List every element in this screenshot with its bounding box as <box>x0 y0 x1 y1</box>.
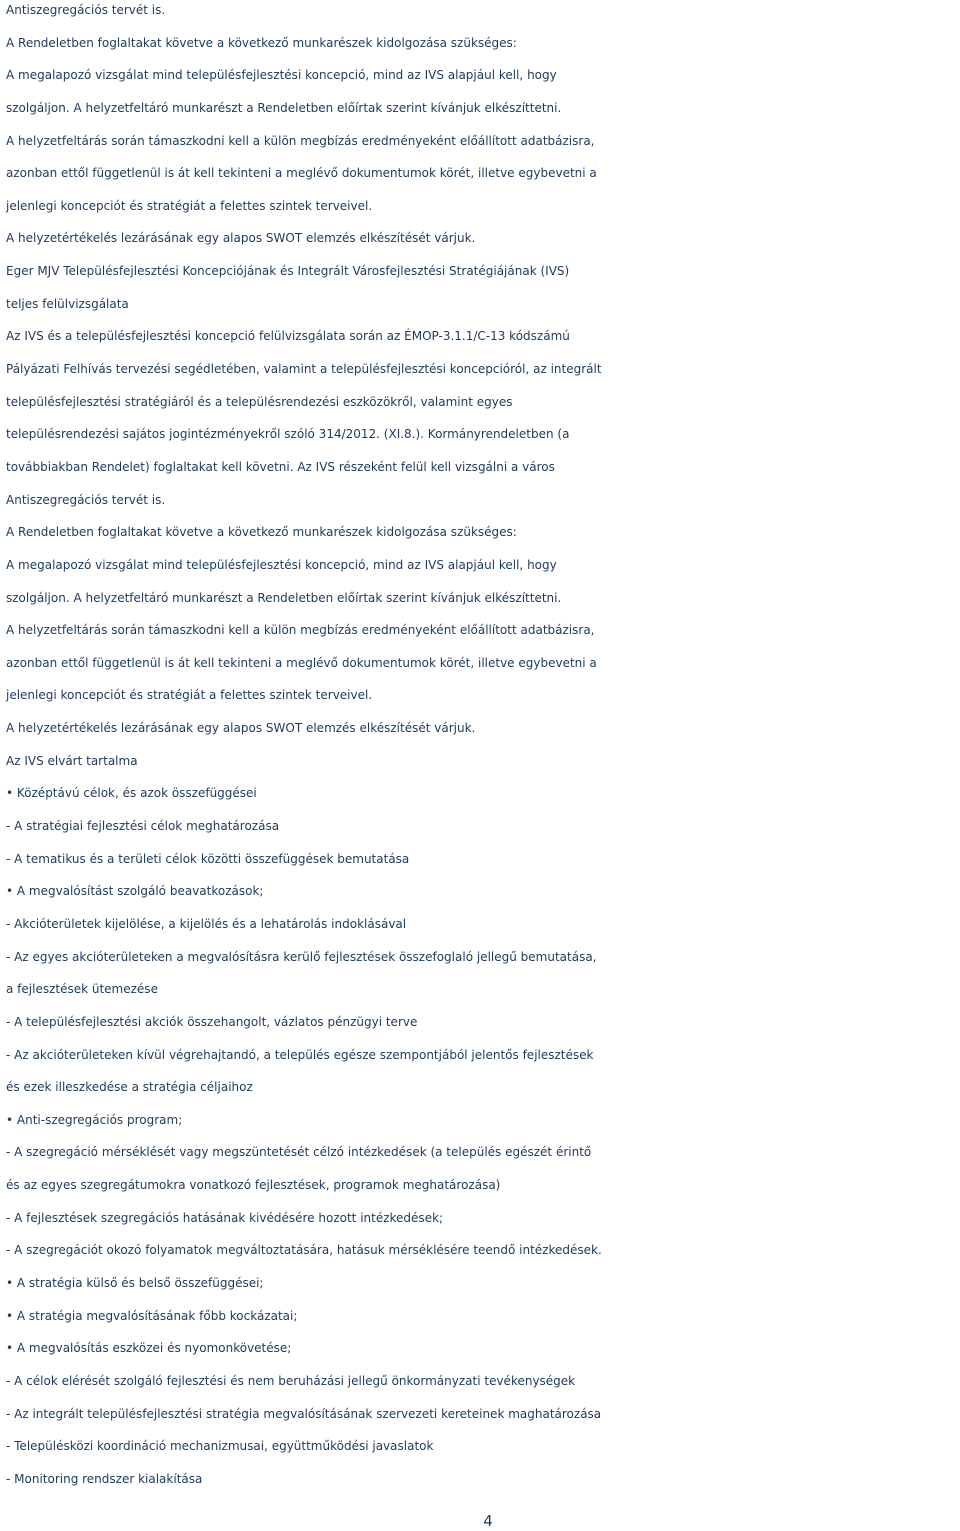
text-line: - A fejlesztések szegregációs hatásának kivédésére hozott intézkedések; <box>6 1210 444 1225</box>
text-line: A megalapozó vizsgálat mind településfejlesztési koncepció, mind az IVS alapjául kell, hogy <box>6 68 557 83</box>
text-line: jelenlegi koncepciót és stratégiát a felettes szintek terveivel. <box>6 198 373 213</box>
text-line: Pályázati Felhívás tervezési segédletében, valamint a településfejlesztési koncepcióról, az integrált <box>6 362 602 377</box>
text-line: Az IVS elvárt tartalma <box>6 753 138 768</box>
text-line: településfejlesztési stratégiáról és a településrendezési eszközökről, valamint egyes <box>6 394 513 409</box>
text-line: - A tematikus és a területi célok közötti összefüggések bemutatása <box>6 851 410 866</box>
text-line: a fejlesztések ütemezése <box>6 982 158 997</box>
text-line: Antiszegregációs tervét is. <box>6 492 166 507</box>
text-line: jelenlegi koncepciót és stratégiát a felettes szintek terveivel. <box>6 688 373 703</box>
text-line: - Monitoring rendszer kialakítása <box>6 1471 203 1486</box>
text-line: és az egyes szegregátumokra vonatkozó fejlesztések, programok meghatározása) <box>6 1178 501 1193</box>
text-line: - Akcióterületek kijelölése, a kijelölés és a lehatárolás indoklásával <box>6 916 407 931</box>
text-line: - A szegregációt okozó folyamatok megváltoztatására, hatásuk mérséklésére teendő intézkedések. <box>6 1243 602 1258</box>
text-line: továbbiakban Rendelet) foglaltakat kell követni. Az IVS részeként felül kell vizsgálni a város <box>6 459 555 474</box>
text-line: • A megvalósítás eszközei és nyomonkövetése; <box>6 1341 292 1356</box>
text-line: - Az akcióterületeken kívül végrehajtandó, a település egésze szempontjából jelentős fejlesztések <box>6 1047 594 1062</box>
text-line: A helyzetfeltárás során támaszkodni kell a külön megbízás eredményeként előállított adatbázisra, <box>6 133 595 148</box>
text-line: - Településközi koordináció mechanizmusai, együttműködési javaslatok <box>6 1439 434 1454</box>
text-line: • A stratégia külső és belső összefüggései; <box>6 1275 264 1290</box>
text-line: Eger MJV Településfejlesztési Koncepciójának és Integrált Városfejlesztési Stratégiájának (IVS) <box>6 264 570 279</box>
text-line: szolgáljon. A helyzetfeltáró munkarészt a Rendeletben előírtak szerint kívánjuk elkészíttetni. <box>6 590 562 605</box>
text-line: A helyzetértékelés lezárásának egy alapos SWOT elemzés elkészítését várjuk. <box>6 231 476 246</box>
text-line: azonban ettől függetlenül is át kell tekinteni a meglévő dokumentumok körét, illetve egybevetni a <box>6 655 597 670</box>
text-line: azonban ettől függetlenül is át kell tekinteni a meglévő dokumentumok körét, illetve egybevetni a <box>6 166 597 181</box>
text-line: Antiszegregációs tervét is. <box>6 3 166 17</box>
text-line: A helyzetértékelés lezárásának egy alapos SWOT elemzés elkészítését várjuk. <box>6 721 476 736</box>
text-line: teljes felülvizsgálata <box>6 296 129 311</box>
text-line: és ezek illeszkedése a stratégia céljaihoz <box>6 1080 253 1095</box>
text-line: - A célok elérését szolgáló fejlesztési és nem beruházási jellegű önkormányzati tevékenységek <box>6 1373 576 1388</box>
text-line: A helyzetfeltárás során támaszkodni kell a külön megbízás eredményeként előállított adatbázisra, <box>6 623 595 638</box>
text-line: • A megvalósítást szolgáló beavatkozások; <box>6 884 264 899</box>
text-line: A megalapozó vizsgálat mind településfejlesztési koncepció, mind az IVS alapjául kell, hogy <box>6 557 557 572</box>
text-line: A Rendeletben foglaltakat követve a következő munkarészek kidolgozása szükséges: <box>6 525 517 540</box>
text-line: - A szegregáció mérséklését vagy megszüntetését célzó intézkedések (a település egészét érintő <box>6 1145 592 1160</box>
text-line: Az IVS és a településfejlesztési koncepció felülvizsgálata során az ÉMOP-3.1.1/C-13 kódszámú <box>6 329 570 344</box>
page-number: 4 <box>483 1512 493 1530</box>
text-line: - A településfejlesztési akciók összehangolt, vázlatos pénzügyi terve <box>6 1014 418 1029</box>
text-line: - Az integrált településfejlesztési stratégia megvalósításának szervezeti kereteinek maghatározása <box>6 1406 602 1421</box>
text-line: • Középtávú célok, és azok összefüggései <box>6 786 257 801</box>
text-line: • A stratégia megvalósításának főbb kockázatai; <box>6 1308 298 1323</box>
text-line: - A stratégiai fejlesztési célok meghatározása <box>6 819 280 834</box>
text-line: • Anti-szegregációs program; <box>6 1112 183 1127</box>
text-line: településrendezési sajátos jogintézményekről szóló 314/2012. (XI.8.). Kormányrendeletben (a <box>6 427 570 442</box>
text-line: szolgáljon. A helyzetfeltáró munkarészt a Rendeletben előírtak szerint kívánjuk elkészíttetni. <box>6 100 562 115</box>
text-line: A Rendeletben foglaltakat követve a következő munkarészek kidolgozása szükséges: <box>6 35 517 50</box>
text-line: - Az egyes akcióterületeken a megvalósításra kerülő fejlesztések összefoglaló jellegű bemutatása, <box>6 949 597 964</box>
